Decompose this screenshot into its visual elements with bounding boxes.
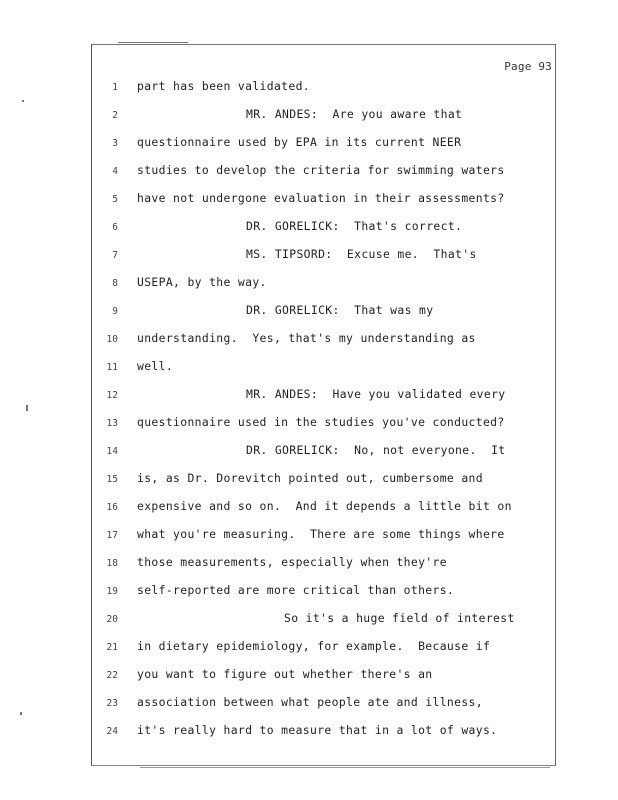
transcript-line <box>0 695 618 715</box>
transcript-line <box>0 583 618 603</box>
transcript-line <box>0 639 618 659</box>
line-text: you want to figure out whether there's an <box>137 667 433 681</box>
scan-mark-top <box>118 42 188 43</box>
line-text: those measurements, especially when they're <box>137 555 447 569</box>
transcript-line <box>0 499 618 519</box>
line-text: USEPA, by the way. <box>137 275 267 289</box>
line-number: 5 <box>112 194 118 205</box>
line-text: MR. ANDES: Have you validated every <box>246 387 506 401</box>
transcript-line <box>0 723 618 743</box>
transcript-line <box>0 443 618 463</box>
line-number: 18 <box>106 558 118 569</box>
line-number: 4 <box>112 166 118 177</box>
transcript-line <box>0 611 618 631</box>
transcript-line <box>0 667 618 687</box>
line-text: well. <box>137 359 174 373</box>
line-text: what you're measuring. There are some things where <box>137 527 505 541</box>
line-text: DR. GORELICK: That's correct. <box>246 219 463 233</box>
transcript-line <box>0 107 618 127</box>
line-number: 13 <box>106 418 118 429</box>
transcript-line <box>0 79 618 99</box>
line-text: MS. TIPSORD: Excuse me. That's <box>246 247 477 261</box>
line-number: 12 <box>106 390 118 401</box>
line-number: 1 <box>112 82 118 93</box>
line-number: 16 <box>106 502 118 513</box>
line-number: 19 <box>106 586 118 597</box>
line-text: studies to develop the criteria for swimming waters <box>137 163 505 177</box>
line-number: 8 <box>112 278 118 289</box>
line-text: part has been validated. <box>137 79 310 93</box>
scan-mark-left-1 <box>22 100 24 102</box>
line-text: self-reported are more critical than others. <box>137 583 455 597</box>
transcript-line <box>0 471 618 491</box>
line-number: 2 <box>112 110 118 121</box>
transcript-line <box>0 219 618 239</box>
line-text: have not undergone evaluation in their assessments? <box>137 191 505 205</box>
line-text: understanding. Yes, that's my understanding as <box>137 331 476 345</box>
line-text: DR. GORELICK: That was my <box>246 303 434 317</box>
line-number: 10 <box>106 334 118 345</box>
transcript-line <box>0 555 618 575</box>
line-text: questionnaire used by EPA in its current NEER <box>137 135 462 149</box>
line-number: 9 <box>112 306 118 317</box>
line-number: 14 <box>106 446 118 457</box>
transcript-line <box>0 415 618 435</box>
line-text: So it's a huge field of interest <box>284 611 515 625</box>
transcript-line <box>0 359 618 379</box>
line-number: 22 <box>106 670 118 681</box>
line-text: questionnaire used in the studies you've conducted? <box>137 415 505 429</box>
line-text: expensive and so on. And it depends a little bit on <box>137 499 512 513</box>
line-number: 23 <box>106 698 118 709</box>
page-number: Page 93 <box>504 60 552 73</box>
line-text: MR. ANDES: Are you aware that <box>246 107 463 121</box>
line-number: 24 <box>106 726 118 737</box>
line-text: association between what people ate and illness, <box>137 695 483 709</box>
line-text: in dietary epidemiology, for example. Because if <box>137 639 491 653</box>
line-number: 20 <box>106 614 118 625</box>
transcript-line <box>0 275 618 295</box>
line-text: is, as Dr. Dorevitch pointed out, cumbersome and <box>137 471 483 485</box>
line-text: it's really hard to measure that in a lot of ways. <box>137 723 498 737</box>
transcript-line <box>0 331 618 351</box>
line-text: DR. GORELICK: No, not everyone. It <box>246 443 506 457</box>
line-number: 7 <box>112 250 118 261</box>
transcript-line <box>0 191 618 211</box>
line-number: 6 <box>112 222 118 233</box>
line-number: 15 <box>106 474 118 485</box>
line-number: 3 <box>112 138 118 149</box>
transcript-line <box>0 387 618 407</box>
transcript-line <box>0 247 618 267</box>
line-number: 17 <box>106 530 118 541</box>
transcript-line <box>0 303 618 323</box>
line-number: 11 <box>106 362 118 373</box>
transcript-line <box>0 135 618 155</box>
line-number: 21 <box>106 642 118 653</box>
scan-mark-bottom <box>140 767 550 768</box>
transcript-line <box>0 163 618 183</box>
transcript-line <box>0 527 618 547</box>
